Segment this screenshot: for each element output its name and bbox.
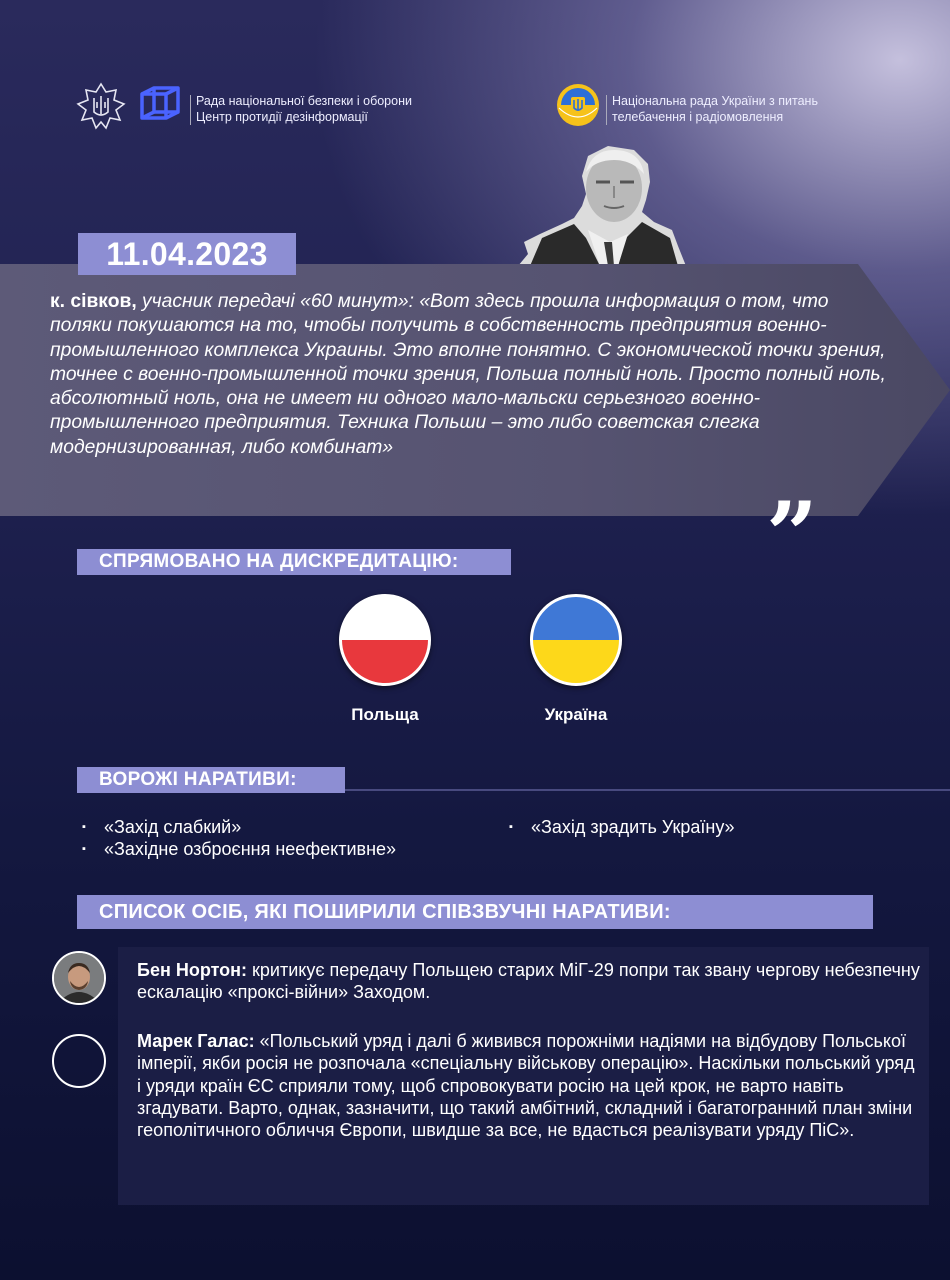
target-label-poland: Польща (351, 705, 419, 724)
trident-emblem-icon (76, 82, 126, 132)
person-name: Бен Нортон: (137, 960, 248, 980)
quote-text (50, 290, 890, 460)
quote-speaker: к. сівков, (50, 291, 137, 312)
national-council-logo-icon (555, 82, 601, 128)
person-entry (137, 959, 921, 1004)
speaker-portrait (516, 142, 686, 266)
person-name: Марек Галас: (137, 1031, 255, 1051)
narrative-item: ▪ «Захід зрадить Україну» (509, 816, 909, 838)
ukraine-flag-icon (530, 594, 622, 686)
closing-quote-icon: ” (766, 482, 818, 588)
person-entry (137, 1030, 921, 1141)
narratives-divider (345, 789, 950, 791)
left-org-line2: Центр протидії дезінформації (196, 110, 368, 124)
date-tag: 11.04.2023 (78, 233, 296, 275)
left-organization-name (196, 93, 412, 125)
cube-logo-icon (138, 84, 182, 128)
targets-heading: СПРЯМОВАНО НА ДИСКРЕДИТАЦІЮ: (77, 549, 511, 575)
target-label-ukraine: Україна (544, 705, 608, 724)
right-org-line2: телебачення і радіомовлення (612, 110, 784, 124)
person-statement: критикує передачу Польщею старих МіГ-29 попри так звану чергову небезпечну ескалацію «проксі-війни» Заходом. (137, 960, 920, 1003)
right-organization-name (612, 93, 818, 125)
person-statement: «Польський уряд і далі б живився порожніми надіями на відбудову Польської імперії, якби росія не розпочала «спеціальну військову операцію». Наскільки польський уряд і уряди країн ЄС сприяли тому, щоб спровокувати росію на цей крок, не варто навіть згадувати. Варто, однак, зазначити, що такий амбітний, складний і багатогранний план зміни геополітичного обличчя Європи, швидше за все, не вдасться реалізувати уряду ПіС». (137, 1031, 915, 1141)
narratives-list-right (509, 816, 909, 838)
narrative-item: ▪ «Західне озброєння неефективне» (82, 838, 502, 860)
left-org-line1: Рада національної безпеки і оборони (196, 94, 412, 108)
narratives-heading: ВОРОЖІ НАРАТИВИ: (77, 767, 345, 793)
right-org-line1: Національна рада України з питань (612, 94, 818, 108)
poland-flag-icon (339, 594, 431, 686)
avatar (52, 1034, 106, 1088)
narratives-list-left (82, 816, 502, 860)
quote-body: учасник передачі «60 минут»: «Вот здесь прошла информация о том, что поляки покушаются на то, чтобы получить в собственность предприятия военно-промышленного комплекса Украины. Это вполне понятно. С экономической точки зрения, точнее с военно-промышленной точки зрения, Польша полный ноль. Просто полный ноль, абсолютный ноль, она не имеет ни одного мало-мальски серьезного военно-промышленного предприятия. Техника Польши – это либо советская слегка модернизированная, либо комбинат» (50, 291, 886, 458)
person-photo-icon (54, 953, 104, 1003)
narrative-item: ▪ «Захід слабкий» (82, 816, 502, 838)
people-heading: СПИСОК ОСІБ, ЯКІ ПОШИРИЛИ СПІВЗВУЧНІ НАРАТИВИ: (77, 895, 873, 929)
avatar (52, 951, 106, 1005)
